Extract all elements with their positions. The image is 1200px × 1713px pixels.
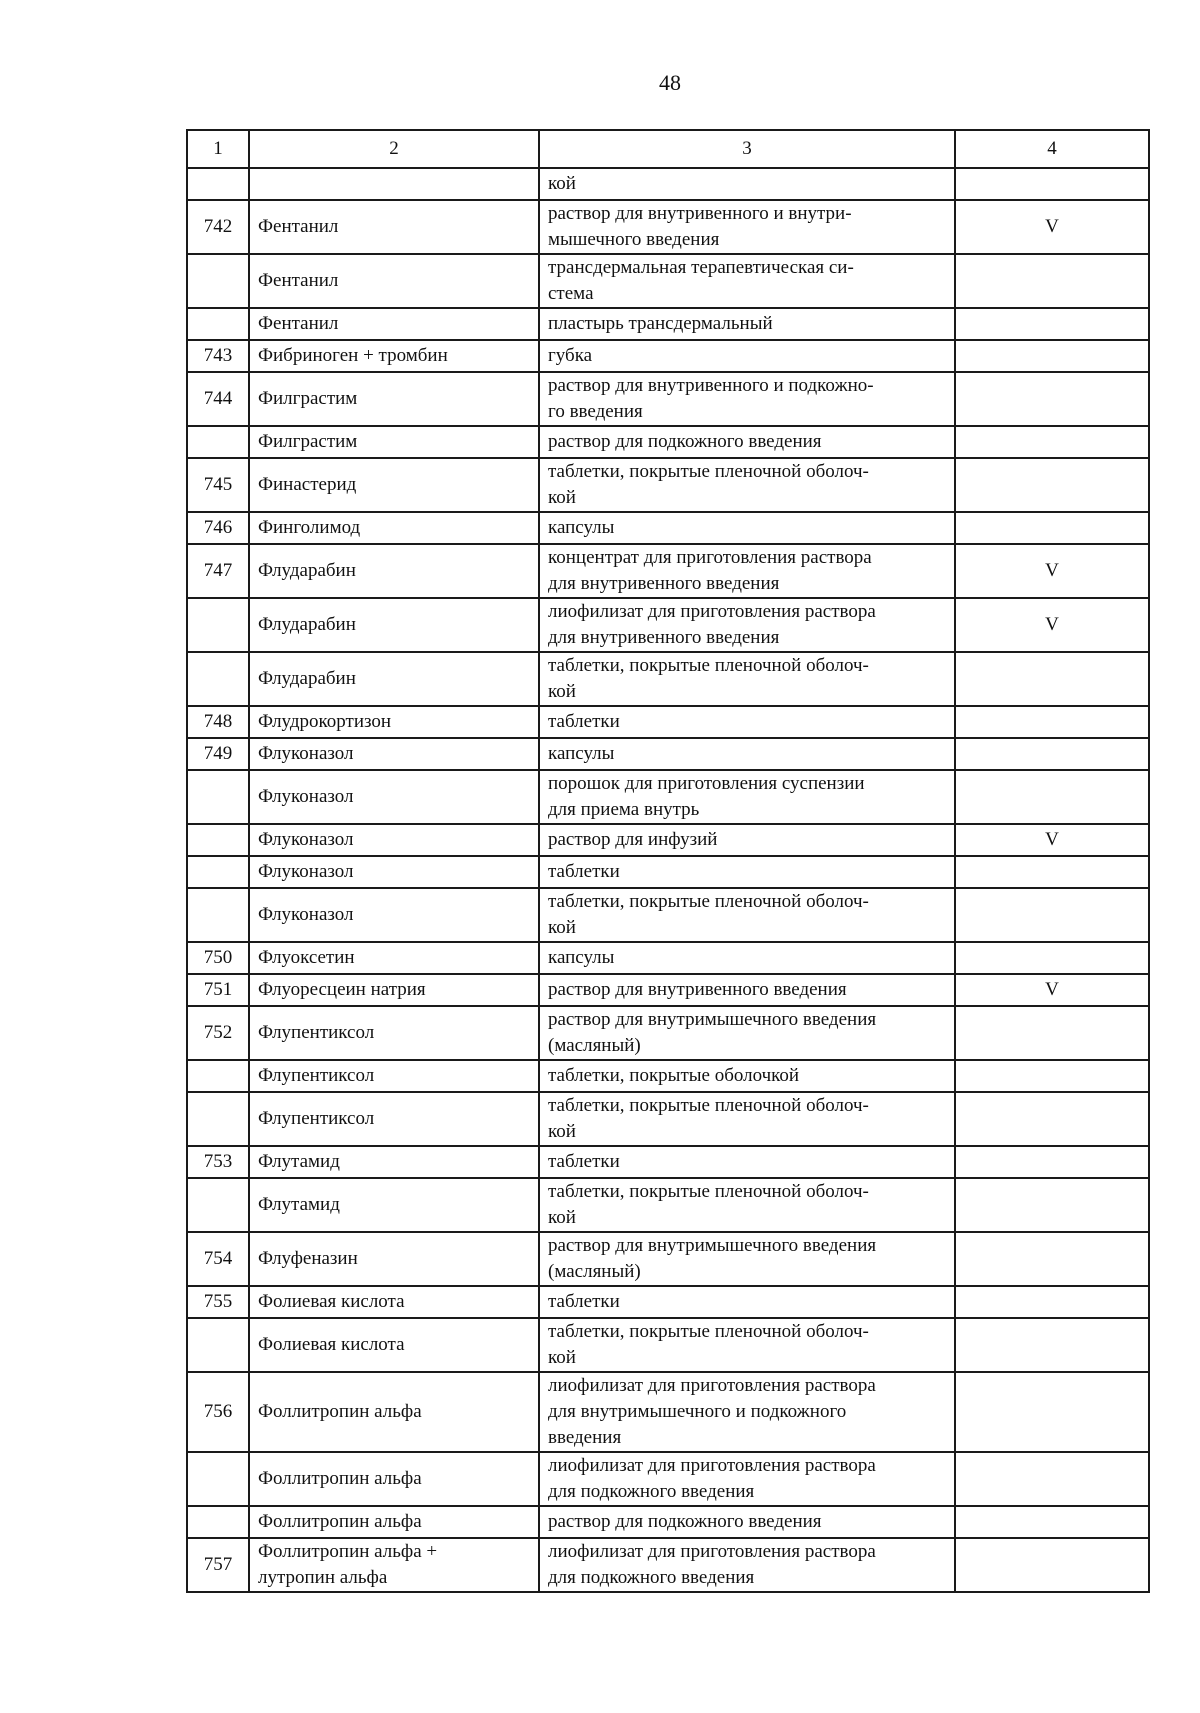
dosage-form-cell: таблетки — [539, 856, 955, 888]
column-header: 2 — [249, 130, 539, 168]
row-number-cell — [187, 168, 249, 200]
row-number-cell: 754 — [187, 1232, 249, 1286]
dosage-form-cell: таблетки, покрытые пленочной оболоч- кой — [539, 458, 955, 512]
row-number-cell — [187, 770, 249, 824]
row-number-cell — [187, 824, 249, 856]
row-number-cell: 755 — [187, 1286, 249, 1318]
dosage-form-cell: трансдермальная терапевтическая си- стема — [539, 254, 955, 308]
row-number-cell: 751 — [187, 974, 249, 1006]
table-row — [187, 1506, 1149, 1538]
row-number-cell — [187, 888, 249, 942]
dosage-form-cell: таблетки, покрытые пленочной оболоч- кой — [539, 1092, 955, 1146]
drug-name-cell: Фолиевая кислота — [249, 1286, 539, 1318]
drug-name-cell: Флудрокортизон — [249, 706, 539, 738]
drug-name-cell: Флударабин — [249, 598, 539, 652]
drug-name-cell: Фентанил — [249, 254, 539, 308]
flag-cell — [955, 168, 1149, 200]
drug-name-cell: Фолиевая кислота — [249, 1318, 539, 1372]
table-row — [187, 458, 1149, 512]
dosage-form-cell: пластырь трансдермальный — [539, 308, 955, 340]
row-number-cell: 743 — [187, 340, 249, 372]
flag-cell — [955, 856, 1149, 888]
drug-name-cell: Финастерид — [249, 458, 539, 512]
dosage-form-cell: таблетки, покрытые пленочной оболоч- кой — [539, 652, 955, 706]
flag-cell — [955, 1146, 1149, 1178]
dosage-form-cell: лиофилизат для приготовления раствора для подкожного введения — [539, 1452, 955, 1506]
dosage-form-cell: порошок для приготовления суспензии для приема внутрь — [539, 770, 955, 824]
dosage-form-cell: раствор для внутримышечного введения (масляный) — [539, 1232, 955, 1286]
table-row — [187, 856, 1149, 888]
table-row — [187, 1538, 1149, 1592]
flag-cell: V — [955, 974, 1149, 1006]
dosage-form-cell: лиофилизат для приготовления раствора для внутримышечного и подкожного введения — [539, 1372, 955, 1452]
dosage-form-cell: раствор для подкожного введения — [539, 1506, 955, 1538]
row-number-cell — [187, 598, 249, 652]
table-row — [187, 512, 1149, 544]
flag-cell — [955, 512, 1149, 544]
dosage-form-cell: таблетки, покрытые пленочной оболоч- кой — [539, 1178, 955, 1232]
dosage-form-cell: раствор для внутривенного введения — [539, 974, 955, 1006]
table-row — [187, 1092, 1149, 1146]
drug-name-cell: Флударабин — [249, 544, 539, 598]
table-row — [187, 1060, 1149, 1092]
drug-name-cell: Фибриноген + тромбин — [249, 340, 539, 372]
drug-name-cell: Фоллитропин альфа — [249, 1506, 539, 1538]
row-number-cell: 744 — [187, 372, 249, 426]
dosage-form-cell: раствор для внутримышечного введения (масляный) — [539, 1006, 955, 1060]
row-number-cell — [187, 308, 249, 340]
table-row — [187, 1372, 1149, 1452]
flag-cell — [955, 340, 1149, 372]
flag-cell — [955, 254, 1149, 308]
flag-cell — [955, 1006, 1149, 1060]
table-row — [187, 1178, 1149, 1232]
row-number-cell — [187, 856, 249, 888]
table-row — [187, 652, 1149, 706]
table-header-row — [187, 130, 1149, 168]
row-number-cell — [187, 1318, 249, 1372]
flag-cell — [955, 888, 1149, 942]
drug-name-cell: Филграстим — [249, 372, 539, 426]
flag-cell — [955, 1092, 1149, 1146]
dosage-form-cell: таблетки, покрытые оболочкой — [539, 1060, 955, 1092]
table-row — [187, 308, 1149, 340]
row-number-cell: 742 — [187, 200, 249, 254]
drug-name-cell: Флупентиксол — [249, 1092, 539, 1146]
drug-name-cell: Флуоресцеин натрия — [249, 974, 539, 1006]
table-row — [187, 1006, 1149, 1060]
flag-cell: V — [955, 598, 1149, 652]
drug-name-cell: Флутамид — [249, 1178, 539, 1232]
dosage-form-cell: капсулы — [539, 942, 955, 974]
row-number-cell: 747 — [187, 544, 249, 598]
table-row — [187, 426, 1149, 458]
drug-name-cell: Флуконазол — [249, 856, 539, 888]
row-number-cell: 750 — [187, 942, 249, 974]
dosage-form-cell: кой — [539, 168, 955, 200]
drug-name-cell: Фоллитропин альфа — [249, 1372, 539, 1452]
flag-cell — [955, 652, 1149, 706]
flag-cell — [955, 458, 1149, 512]
column-header: 3 — [539, 130, 955, 168]
dosage-form-cell: раствор для инфузий — [539, 824, 955, 856]
row-number-cell — [187, 254, 249, 308]
table-row — [187, 254, 1149, 308]
drug-name-cell: Флутамид — [249, 1146, 539, 1178]
drug-name-cell: Флупентиксол — [249, 1006, 539, 1060]
page-number: 48 — [659, 70, 681, 95]
drug-name-cell — [249, 168, 539, 200]
drug-name-cell: Флуфеназин — [249, 1232, 539, 1286]
medication-table — [186, 129, 1150, 1593]
row-number-cell: 752 — [187, 1006, 249, 1060]
table-row — [187, 942, 1149, 974]
dosage-form-cell: губка — [539, 340, 955, 372]
row-number-cell: 749 — [187, 738, 249, 770]
flag-cell: V — [955, 200, 1149, 254]
drug-name-cell: Флуконазол — [249, 824, 539, 856]
table-row — [187, 824, 1149, 856]
flag-cell — [955, 1506, 1149, 1538]
dosage-form-cell: таблетки — [539, 706, 955, 738]
flag-cell — [955, 1372, 1149, 1452]
table-row — [187, 598, 1149, 652]
row-number-cell — [187, 1092, 249, 1146]
flag-cell — [955, 1286, 1149, 1318]
flag-cell: V — [955, 824, 1149, 856]
drug-name-cell: Фоллитропин альфа + лутропин альфа — [249, 1538, 539, 1592]
dosage-form-cell: концентрат для приготовления раствора для внутривенного введения — [539, 544, 955, 598]
table-row — [187, 340, 1149, 372]
flag-cell — [955, 770, 1149, 824]
row-number-cell — [187, 652, 249, 706]
flag-cell — [955, 1060, 1149, 1092]
drug-name-cell: Фоллитропин альфа — [249, 1452, 539, 1506]
row-number-cell: 756 — [187, 1372, 249, 1452]
table-row — [187, 372, 1149, 426]
table-row — [187, 888, 1149, 942]
table-row — [187, 1232, 1149, 1286]
flag-cell — [955, 706, 1149, 738]
table-row — [187, 738, 1149, 770]
flag-cell — [955, 426, 1149, 458]
table-row — [187, 1286, 1149, 1318]
drug-name-cell: Фентанил — [249, 200, 539, 254]
table-row — [187, 1146, 1149, 1178]
flag-cell — [955, 1318, 1149, 1372]
flag-cell — [955, 942, 1149, 974]
column-header: 1 — [187, 130, 249, 168]
drug-name-cell: Флуконазол — [249, 738, 539, 770]
drug-name-cell: Финголимод — [249, 512, 539, 544]
dosage-form-cell: лиофилизат для приготовления раствора для подкожного введения — [539, 1538, 955, 1592]
dosage-form-cell: раствор для подкожного введения — [539, 426, 955, 458]
dosage-form-cell: таблетки, покрытые пленочной оболоч- кой — [539, 1318, 955, 1372]
drug-name-cell: Флуконазол — [249, 888, 539, 942]
flag-cell — [955, 308, 1149, 340]
row-number-cell: 746 — [187, 512, 249, 544]
row-number-cell: 757 — [187, 1538, 249, 1592]
column-header: 4 — [955, 130, 1149, 168]
drug-name-cell: Флударабин — [249, 652, 539, 706]
flag-cell — [955, 1452, 1149, 1506]
drug-name-cell: Филграстим — [249, 426, 539, 458]
table-row — [187, 1318, 1149, 1372]
row-number-cell — [187, 426, 249, 458]
dosage-form-cell: капсулы — [539, 738, 955, 770]
table-row — [187, 200, 1149, 254]
row-number-cell — [187, 1452, 249, 1506]
row-number-cell: 748 — [187, 706, 249, 738]
dosage-form-cell: раствор для внутривенного и подкожно- го введения — [539, 372, 955, 426]
drug-name-cell: Флуоксетин — [249, 942, 539, 974]
dosage-form-cell: раствор для внутривенного и внутри- мышечного введения — [539, 200, 955, 254]
row-number-cell — [187, 1060, 249, 1092]
table-row — [187, 1452, 1149, 1506]
drug-name-cell: Фентанил — [249, 308, 539, 340]
table-row — [187, 168, 1149, 200]
dosage-form-cell: капсулы — [539, 512, 955, 544]
table-row — [187, 544, 1149, 598]
row-number-cell — [187, 1506, 249, 1538]
drug-name-cell: Флупентиксол — [249, 1060, 539, 1092]
dosage-form-cell: таблетки — [539, 1146, 955, 1178]
flag-cell — [955, 1538, 1149, 1592]
flag-cell — [955, 372, 1149, 426]
flag-cell — [955, 1232, 1149, 1286]
row-number-cell: 753 — [187, 1146, 249, 1178]
table-row — [187, 974, 1149, 1006]
row-number-cell: 745 — [187, 458, 249, 512]
table-row — [187, 770, 1149, 824]
drug-name-cell: Флуконазол — [249, 770, 539, 824]
dosage-form-cell: таблетки — [539, 1286, 955, 1318]
dosage-form-cell: лиофилизат для приготовления раствора для внутривенного введения — [539, 598, 955, 652]
flag-cell — [955, 738, 1149, 770]
table-row — [187, 706, 1149, 738]
row-number-cell — [187, 1178, 249, 1232]
dosage-form-cell: таблетки, покрытые пленочной оболоч- кой — [539, 888, 955, 942]
flag-cell — [955, 1178, 1149, 1232]
flag-cell: V — [955, 544, 1149, 598]
